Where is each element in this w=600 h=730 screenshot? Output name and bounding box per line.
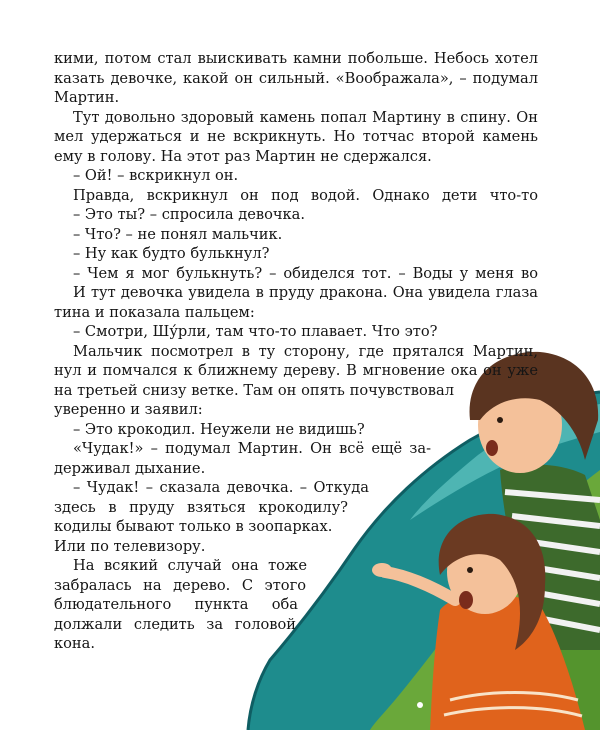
text-line: мел удержаться и не вскрикнуть. Но тотчас второй камень	[54, 128, 538, 145]
story-text	[54, 49, 554, 654]
text-line: – Это ты? – спросила девочка.	[73, 206, 305, 223]
text-line: ему в голову. На этот раз Мартин не сдержался.	[54, 147, 432, 165]
text-line: «Чудак!» – подумал Мартин. Он всё ещё за-	[73, 440, 431, 457]
text-line: Правда, вскрикнул он под водой. Однако дети что-то	[73, 186, 538, 204]
text-line: И тут девочка увидела в пруду дракона. Она увидела глаза	[73, 284, 538, 301]
text-line: – Смотри, Шу́рли, там что-то плавает. Что это?	[73, 323, 438, 340]
text-line: кона.	[54, 635, 95, 652]
text-line: на третьей снизу ветке. Там он опять почувствовал	[54, 381, 454, 399]
text-line: Или по телевизору.	[54, 537, 206, 555]
text-line: тина и показала пальцем:	[54, 303, 255, 321]
text-line: Мальчик посмотрел в ту сторону, где прятался Мартин,	[73, 342, 538, 360]
text-line: – Ой! – вскрикнул он.	[73, 167, 239, 184]
text-line: должали следить за головой	[54, 615, 296, 633]
text-line: Тут довольно здоровый камень попал Мартину в спину. Он	[73, 108, 538, 126]
text-line: – Чудак! – сказала девочка. – Откуда	[73, 479, 369, 496]
text-line: – Чем я мог булькнуть? – обиделся тот. – Воды у меня во	[73, 264, 538, 282]
text-line: забралась на дерево. С этого	[54, 576, 306, 594]
text-line: казать девочке, какой он сильный. «Воображала», – подумал	[54, 69, 538, 87]
text-line: кими, потом стал выискивать камни побольше. Небось хотел	[54, 50, 538, 67]
text-line: нул и помчался к ближнему дереву. В мгновение ока он уже	[54, 362, 538, 379]
text-line: Мартин.	[54, 89, 120, 106]
text-line: блюдательного пункта оба	[54, 596, 298, 613]
text-line: – Это крокодил. Неужели не видишь?	[73, 420, 365, 438]
text-line: кодилы бывают только в зоопарках.	[54, 518, 333, 535]
text-line: держивал дыхание.	[54, 459, 206, 477]
text-line: – Ну как будто булькнул?	[73, 245, 270, 262]
text-line: На всякий случай она тоже	[73, 557, 307, 574]
text-line: – Что? – не понял мальчик.	[73, 225, 283, 243]
text-line: здесь в пруду взяться крокодилу?	[54, 498, 348, 516]
text-line: уверенно и заявил:	[54, 401, 203, 418]
